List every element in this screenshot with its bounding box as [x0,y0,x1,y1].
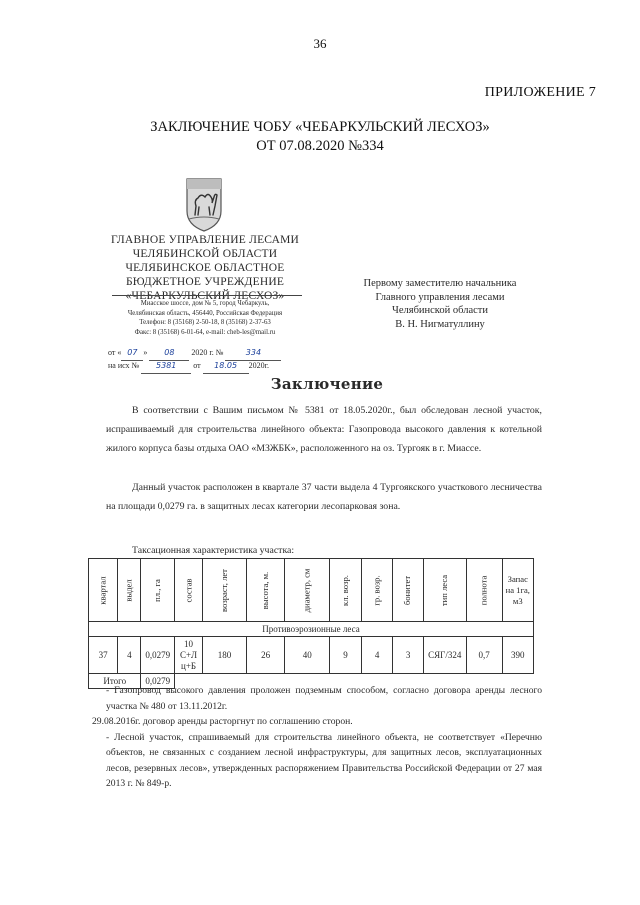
cell-area: 0,0279 [141,637,175,674]
col-header [175,559,203,622]
contact-line: Факс: 8 (35168) 6-01-64, e-mail: cheb-les@mail.ru [134,328,276,336]
organization-name [100,233,310,303]
addressee-line: В. Н. Нигматуллину [395,318,485,330]
col-header-label: пл., га [152,579,163,602]
document-title-line-2: ОТ 07.08.2020 №334 [256,138,384,154]
appendix-label: ПРИЛОЖЕНИЕ 7 [484,85,596,100]
sostav-line: ц+Б [181,660,197,671]
col-header-label: высота, м. [260,571,271,610]
col-header-label: состав [183,578,194,603]
org-line: ГЛАВНОЕ УПРАВЛЕНИЕ ЛЕСАМИ [110,234,300,246]
col-header [246,559,284,622]
cell-height: 26 [246,637,284,674]
table-row [89,637,534,674]
paragraph-text: В соответствии с Вашим письмом № 5381 от 18.05.2020г., был обследован лесной участок, испрашиваемый для строительства линейного объекта: Газопровода высокого давления к котельной жилого корпуса базы отдыха ОАО «МЗЖБК», расположенного на оз. Тургояк в г. Миассе. [106,405,542,454]
col-header-label: м3 [512,595,523,606]
col-header [89,559,118,622]
col-header-label: возраст, лет [219,569,230,612]
contact-line: Телефон: 8 (35168) 2-50-18, 8 (35168) 2-37-63 [139,319,271,326]
cell-diameter: 40 [285,637,330,674]
total-value: 0,0279 [141,674,175,689]
org-line: БЮДЖЕТНОЕ УЧРЕЖДЕНИЕ [125,276,285,288]
cell-kvartal: 37 [89,637,118,674]
col-header [285,559,330,622]
cell-age: 180 [203,637,247,674]
organization-contacts [100,299,310,337]
col-header-label: гр. возр. [371,575,382,606]
reference-line [108,359,318,374]
document-title [0,118,640,156]
page-number: 36 [313,36,327,51]
ref-year: 2020г. [248,361,269,370]
table-caption: Таксационная характеристика участка: [132,545,295,556]
reg-month: 08 [149,346,189,361]
col-header [203,559,247,622]
reg-day: 07 [121,346,143,361]
col-header-label: диаметр, см [301,568,312,613]
cell-age-class: 9 [330,637,362,674]
notes-block [92,683,542,792]
body-paragraph [106,478,542,516]
scanned-letter [92,165,562,825]
col-header [393,559,424,622]
addressee-line: Челябинской области [392,305,488,316]
addressee-line: Главного управления лесами [375,291,505,303]
reg-number: 334 [225,346,281,361]
reg-sep: » [143,348,148,357]
sostav-line: 10 [184,638,194,649]
cell-density: 0,7 [466,637,502,674]
org-line: «ЧЕБАРКУЛЬСКИЙ ЛЕСХОЗ» [125,290,285,302]
total-label: Итого [89,674,141,689]
taxation-table [88,558,534,689]
col-header [330,559,362,622]
col-header [423,559,466,622]
ref-date: 18.05 [203,359,249,374]
col-header-label: на 1га, [505,584,530,595]
ref-prefix: на исх № [108,361,140,370]
col-header [362,559,393,622]
org-line: ЧЕЛЯБИНСКОЕ ОБЛАСТНОЕ [125,262,285,274]
col-header [466,559,502,622]
cell-age-group: 4 [362,637,393,674]
col-header [502,559,533,622]
addressee-block [340,277,540,331]
col-header-label: полнота [478,575,489,606]
note-text: 29.08.2016г. договор аренды расторгнут по соглашению сторон. [92,716,353,727]
cell-stock: 390 [502,637,533,674]
addressee-line: Первому заместителю начальника [363,278,517,289]
document-title-line-1: ЗАКЛЮЧЕНИЕ ЧОБУ «ЧЕБАРКУЛЬСКИЙ ЛЕСХОЗ» [150,119,490,135]
col-header-label: Запас [507,573,528,584]
org-line: ЧЕЛЯБИНСКОЙ ОБЛАСТИ [132,248,278,260]
col-header-label: тип леса [439,574,450,607]
paragraph-text: Данный участок расположен в квартале 37 части выдела 4 Тургоякского участкового лесничества на площади 0,0279 га. в защитных лесах категории лесопарковая зона. [106,482,542,512]
col-header [141,559,175,622]
contact-line: Челябинская область, 456440, Российская Федерация [127,309,283,317]
cell-forest-type: СЯГ/324 [423,637,466,674]
reg-num-label: № [215,348,224,357]
note-text: - Газопровод высокого давления проложен подземным способом, согласно договора аренды лесного участка № 480 от 13.11.2012г. [106,685,542,712]
cell-vydel: 4 [118,637,141,674]
table-category-row [89,622,534,637]
ref-number: 5381 [141,359,191,374]
col-header [118,559,141,622]
reg-year: 2020 г. [191,348,214,357]
col-header-label: квартал [97,576,108,605]
note-text: - Лесной участок, спрашиваемый для строительства линейного объекта, не соответствует «Перечню объектов, не связанных с созданием лесной инфраструктуры, для защитных лесов, эксплуатационных лесов, резервных лесов», утвержденных распоряжением Правительства Российской Федерации от 27 мая 2013 г. № 849-р. [106,731,542,789]
sostav-line: С+Л [179,649,198,660]
cell-bonitet: 3 [393,637,424,674]
body-paragraph [106,401,542,458]
col-header-label: кл. возр. [340,575,351,606]
category-label: Противоэрозионные леса [89,622,534,637]
ref-from: от [193,361,201,370]
cell-sostav [175,637,203,674]
divider [112,295,302,296]
chelyabinsk-camel-emblem-icon [184,175,224,233]
col-header-label: бонитет [402,575,413,606]
contact-line: Миасское шоссе, дом № 5, город Чебаркуль, [140,300,270,307]
table-header-row [89,559,534,622]
conclusion-heading: Заключение [270,375,384,393]
reg-from-prefix: от « [108,348,122,357]
col-header-label: выдел [123,579,134,602]
